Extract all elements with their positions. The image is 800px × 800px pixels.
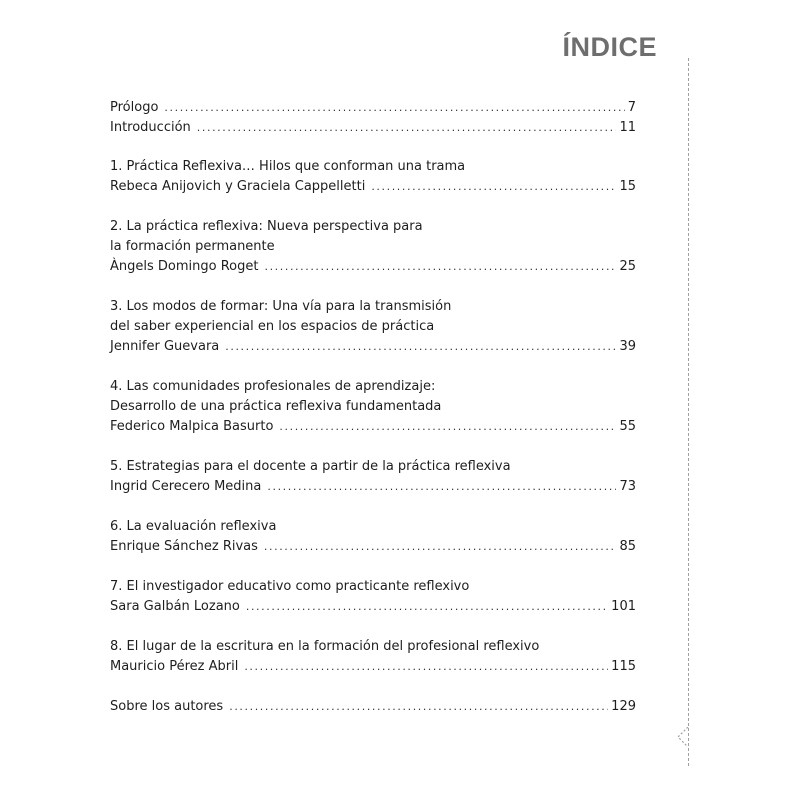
dot-leader: [371, 177, 616, 197]
chapter-title: 4. Las comunidades profesionales de aprendizaje:: [110, 379, 436, 394]
table-of-contents: [110, 98, 636, 717]
dot-leader: [164, 98, 624, 118]
chapter-authors: Àngels Domingo Roget: [110, 259, 259, 274]
toc-entry-label: Sobre los autores: [110, 699, 224, 714]
dot-leader: [197, 118, 617, 138]
page-title: ÍNDICE: [562, 32, 657, 62]
chapter-title: 6. La evaluación reflexiva: [110, 519, 277, 534]
toc-chapter-8[interactable]: [110, 637, 636, 677]
chapter-title: 7. El investigador educativo como practicante reflexivo: [110, 579, 470, 594]
toc-chapter-5[interactable]: [110, 457, 636, 497]
toc-page-number: 73: [619, 479, 636, 494]
toc-page-number: 115: [611, 659, 636, 674]
toc-page-number: 39: [619, 339, 636, 354]
toc-entry-label: Prólogo: [110, 100, 159, 115]
chapter-authors: Mauricio Pérez Abril: [110, 659, 239, 674]
toc-page-number: 7: [627, 100, 636, 115]
dot-leader: [246, 597, 608, 617]
toc-chapter-3[interactable]: [110, 297, 636, 357]
toc-page-number: 15: [619, 179, 636, 194]
chapter-title-continued: la formación permanente: [110, 239, 275, 254]
dot-leader: [229, 697, 608, 717]
toc-entry-label: Introducción: [110, 120, 191, 135]
margin-notch-icon: [676, 727, 700, 747]
toc-page-number: 129: [611, 699, 636, 714]
toc-entry-introduccion[interactable]: [110, 118, 636, 138]
dot-leader: [279, 417, 616, 437]
toc-entry-sobre-los-autores[interactable]: [110, 697, 636, 717]
toc-page-number: 85: [619, 539, 636, 554]
chapter-authors: Ingrid Cerecero Medina: [110, 479, 262, 494]
chapter-title: 8. El lugar de la escritura en la formación del profesional reflexivo: [110, 639, 540, 654]
dot-leader: [267, 477, 616, 497]
dashed-margin-rule: [688, 58, 689, 766]
toc-chapter-7[interactable]: [110, 577, 636, 617]
chapter-title-continued: del saber experiencial en los espacios de práctica: [110, 319, 435, 334]
toc-page-number: 11: [619, 120, 636, 135]
dot-leader: [264, 257, 616, 277]
chapter-authors: Federico Malpica Basurto: [110, 419, 274, 434]
chapter-authors: Jennifer Guevara: [110, 339, 220, 354]
chapter-title: 5. Estrategias para el docente a partir de la práctica reflexiva: [110, 459, 511, 474]
dot-leader: [264, 537, 617, 557]
toc-page-number: 25: [619, 259, 636, 274]
toc-page-number: 55: [619, 419, 636, 434]
chapter-title: 2. La práctica reflexiva: Nueva perspectiva para: [110, 219, 423, 234]
toc-entry-prologo[interactable]: [110, 98, 636, 118]
toc-chapter-1[interactable]: [110, 157, 636, 197]
chapter-title-continued: Desarrollo de una práctica reflexiva fundamentada: [110, 399, 442, 414]
toc-chapter-2[interactable]: [110, 217, 636, 277]
toc-chapter-4[interactable]: [110, 377, 636, 437]
chapter-authors: Rebeca Anijovich y Graciela Cappelletti: [110, 179, 366, 194]
chapter-title: 1. Práctica Reflexiva… Hilos que conforman una trama: [110, 159, 466, 174]
dot-leader: [225, 337, 616, 357]
toc-page-number: 101: [611, 599, 636, 614]
chapter-authors: Sara Galbán Lozano: [110, 599, 240, 614]
dot-leader: [244, 657, 608, 677]
chapter-title: 3. Los modos de formar: Una vía para la transmisión: [110, 299, 452, 314]
toc-chapter-6[interactable]: [110, 517, 636, 557]
chapter-authors: Enrique Sánchez Rivas: [110, 539, 258, 554]
